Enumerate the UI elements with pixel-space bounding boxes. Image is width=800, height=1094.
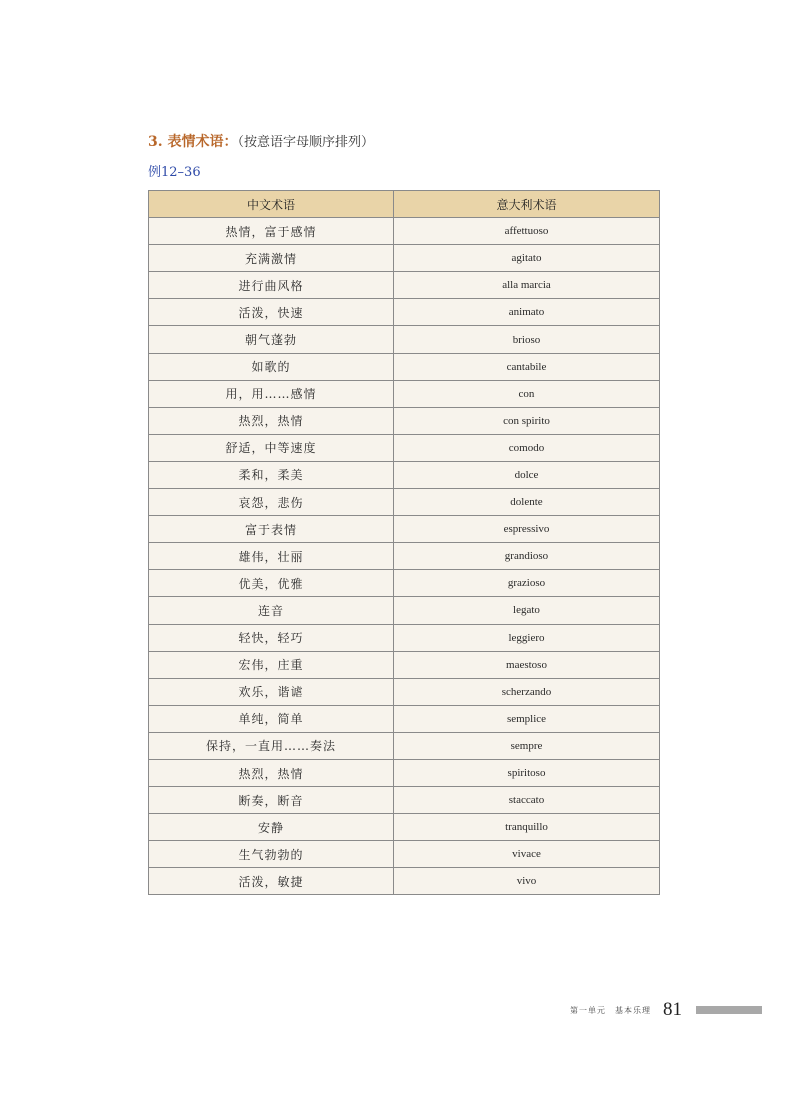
table-row bbox=[149, 326, 660, 353]
chinese-term-cell: 活泼，快速 bbox=[149, 299, 394, 326]
italian-term-cell: affettuoso bbox=[394, 218, 660, 245]
table-row bbox=[149, 353, 660, 380]
header-italian-term: 意大利术语 bbox=[394, 191, 660, 218]
table-row bbox=[149, 461, 660, 488]
table-row bbox=[149, 516, 660, 543]
section-heading bbox=[148, 133, 374, 152]
chinese-term-cell: 活泼，敏捷 bbox=[149, 868, 394, 895]
chinese-term-cell: 断奏，断音 bbox=[149, 787, 394, 814]
chinese-term-cell: 柔和，柔美 bbox=[149, 461, 394, 488]
table-row bbox=[149, 787, 660, 814]
chinese-term-cell: 保持，一直用……奏法 bbox=[149, 732, 394, 759]
terms-table bbox=[148, 190, 660, 895]
italian-term-cell: legato bbox=[394, 597, 660, 624]
chinese-term-cell: 生气勃勃的 bbox=[149, 841, 394, 868]
header-chinese-term: 中文术语 bbox=[149, 191, 394, 218]
italian-term-cell: grazioso bbox=[394, 570, 660, 597]
table-row bbox=[149, 489, 660, 516]
italian-term-cell: sempre bbox=[394, 732, 660, 759]
table-row bbox=[149, 272, 660, 299]
italian-term-cell: dolente bbox=[394, 489, 660, 516]
section-title: 3. 表情术语： bbox=[148, 134, 238, 150]
table-row bbox=[149, 678, 660, 705]
table-header-row bbox=[149, 191, 660, 218]
chinese-term-cell: 热情，富于感情 bbox=[149, 218, 394, 245]
italian-term-cell: leggiero bbox=[394, 624, 660, 651]
table-row bbox=[149, 380, 660, 407]
chinese-term-cell: 如歌的 bbox=[149, 353, 394, 380]
page-footer bbox=[570, 998, 762, 1022]
italian-term-cell: grandioso bbox=[394, 543, 660, 570]
page-number: 81 bbox=[663, 999, 682, 1020]
italian-term-cell: alla marcia bbox=[394, 272, 660, 299]
chinese-term-cell: 单纯，简单 bbox=[149, 705, 394, 732]
table-row bbox=[149, 597, 660, 624]
table-row bbox=[149, 868, 660, 895]
chinese-term-cell: 舒适，中等速度 bbox=[149, 434, 394, 461]
table-row bbox=[149, 407, 660, 434]
chinese-term-cell: 雄伟，壮丽 bbox=[149, 543, 394, 570]
italian-term-cell: spiritoso bbox=[394, 759, 660, 786]
chinese-term-cell: 进行曲风格 bbox=[149, 272, 394, 299]
chinese-term-cell: 充满激情 bbox=[149, 245, 394, 272]
table-row bbox=[149, 651, 660, 678]
chinese-term-cell: 优美，优雅 bbox=[149, 570, 394, 597]
table-row bbox=[149, 759, 660, 786]
chinese-term-cell: 富于表情 bbox=[149, 516, 394, 543]
table-row bbox=[149, 245, 660, 272]
italian-term-cell: brioso bbox=[394, 326, 660, 353]
table-row bbox=[149, 299, 660, 326]
chinese-term-cell: 宏伟，庄重 bbox=[149, 651, 394, 678]
chapter-label: 第一单元 基本乐理 bbox=[570, 1005, 651, 1015]
chinese-term-cell: 哀怨，悲伤 bbox=[149, 489, 394, 516]
terms-table-body bbox=[149, 218, 660, 895]
chinese-term-cell: 安静 bbox=[149, 814, 394, 841]
italian-term-cell: staccato bbox=[394, 787, 660, 814]
italian-term-cell: animato bbox=[394, 299, 660, 326]
table-row bbox=[149, 705, 660, 732]
table-row bbox=[149, 624, 660, 651]
table-row bbox=[149, 841, 660, 868]
italian-term-cell: vivace bbox=[394, 841, 660, 868]
table-row bbox=[149, 218, 660, 245]
italian-term-cell: scherzando bbox=[394, 678, 660, 705]
example-label: 例12–36 bbox=[148, 165, 201, 180]
section-note: （按意语字母顺序排列） bbox=[237, 135, 375, 150]
table-row bbox=[149, 814, 660, 841]
chinese-term-cell: 用，用……感情 bbox=[149, 380, 394, 407]
italian-term-cell: vivo bbox=[394, 868, 660, 895]
chinese-term-cell: 连音 bbox=[149, 597, 394, 624]
italian-term-cell: con bbox=[394, 380, 660, 407]
chinese-term-cell: 热烈，热情 bbox=[149, 759, 394, 786]
italian-term-cell: agitato bbox=[394, 245, 660, 272]
chinese-term-cell: 热烈，热情 bbox=[149, 407, 394, 434]
italian-term-cell: maestoso bbox=[394, 651, 660, 678]
chinese-term-cell: 轻快，轻巧 bbox=[149, 624, 394, 651]
italian-term-cell: tranquillo bbox=[394, 814, 660, 841]
table-row bbox=[149, 434, 660, 461]
table-row bbox=[149, 570, 660, 597]
chinese-term-cell: 朝气蓬勃 bbox=[149, 326, 394, 353]
footer-bar bbox=[696, 1006, 762, 1014]
italian-term-cell: dolce bbox=[394, 461, 660, 488]
table-row bbox=[149, 732, 660, 759]
table-row bbox=[149, 543, 660, 570]
italian-term-cell: cantabile bbox=[394, 353, 660, 380]
chinese-term-cell: 欢乐，谐谑 bbox=[149, 678, 394, 705]
italian-term-cell: espressivo bbox=[394, 516, 660, 543]
italian-term-cell: con spirito bbox=[394, 407, 660, 434]
italian-term-cell: comodo bbox=[394, 434, 660, 461]
italian-term-cell: semplice bbox=[394, 705, 660, 732]
